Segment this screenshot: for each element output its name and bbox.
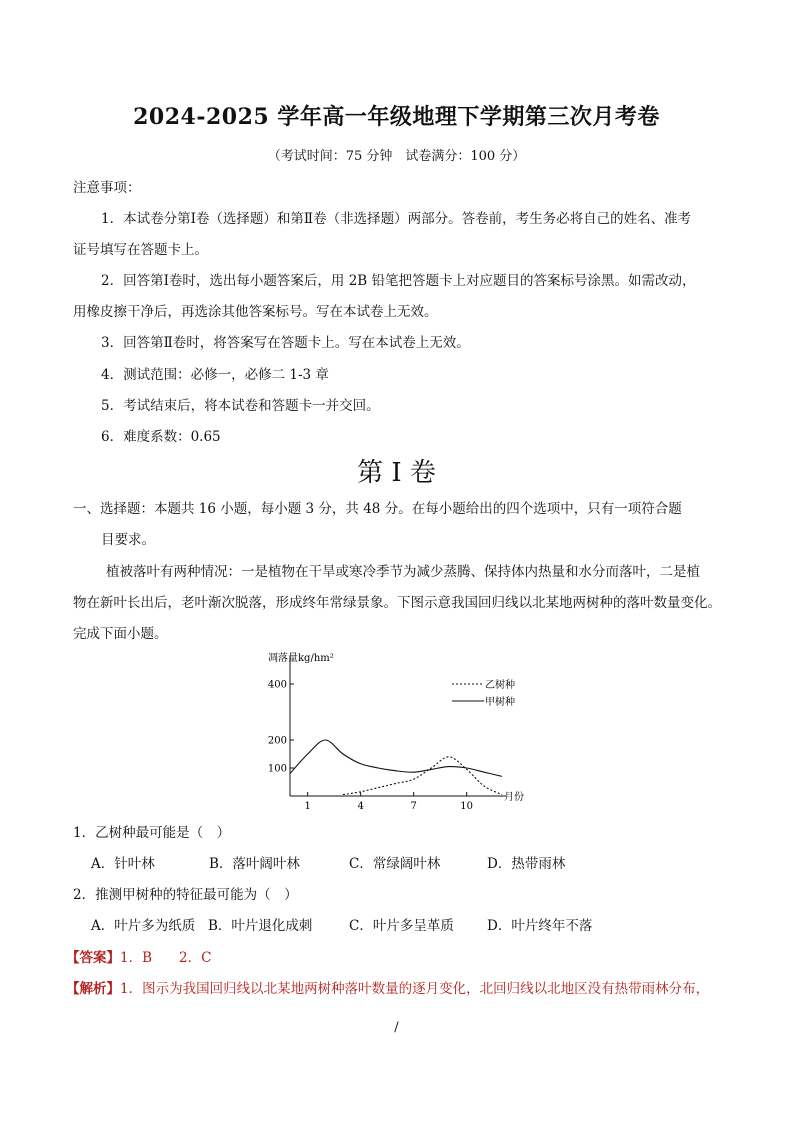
y-tick-label: 400 (267, 679, 287, 691)
notice-heading: 注意事项： (73, 180, 141, 196)
notice-item-3: 3．回答第Ⅱ卷时，将答案写在答题卡上。写在本试卷上无效。 (101, 335, 470, 351)
y-tick-label: 200 (267, 735, 287, 747)
question-1-options (91, 852, 565, 872)
y-axis-label: 凋落量kg/hm² (268, 653, 334, 664)
question-2-options (91, 914, 592, 934)
question-2-option-a[interactable]: A．叶片多为纸质 (91, 918, 196, 934)
passage-line-3: 完成下面小题。 (73, 626, 168, 642)
section-title: 第 I 卷 (357, 458, 436, 488)
question-2-option-c[interactable]: C．叶片多呈革质 (349, 918, 454, 934)
notice-item-6: 6．难度系数：0.65 (101, 429, 221, 445)
exam-title: 2024-2025 学年高一年级地理下学期第三次月考卷 (133, 104, 660, 130)
question-2-stem: 2．推测甲树种的特征最可能为（ ） (73, 887, 298, 903)
notice-item-2b: 用橡皮擦干净后，再选涂其他答案标号。写在本试卷上无效。 (73, 304, 438, 320)
series-line-1 (343, 757, 502, 795)
question-1-option-b[interactable]: B．落叶阔叶林 (209, 856, 300, 872)
series-line-2 (290, 740, 502, 776)
question-1-option-d[interactable]: D．热带雨林 (487, 856, 566, 872)
page-mark: / (394, 1020, 399, 1035)
analysis-line (66, 977, 709, 997)
analysis-tag: 【解析】 (66, 981, 120, 997)
exam-subtitle: （考试时间：75 分钟 试卷满分：100 分） (267, 149, 526, 164)
notice-item-5: 5．考试结束后，将本试卷和答题卡一并交回。 (101, 398, 380, 414)
notice-item-1b: 证号填写在答题卡上。 (73, 242, 208, 258)
chart-axes (268, 651, 524, 803)
chart-ticks (268, 680, 473, 813)
answer-tag: 【答案】 (66, 950, 120, 966)
litterfall-chart (262, 648, 542, 813)
chart-legend (452, 678, 515, 708)
x-axis-label: 月份 (504, 792, 524, 803)
question-2-option-d[interactable]: D．叶片终年不落 (487, 918, 593, 934)
x-tick-label: 7 (410, 801, 417, 812)
section-intro-b: 目要求。 (101, 532, 155, 548)
passage-line-1: 植被落叶有两种情况：一是植物在干旱或寒冷季节为减少蒸腾、保持体内热量和水分而落叶，二是植 (106, 564, 700, 580)
answer-line (66, 946, 211, 966)
notice-item-1a: 1．本试卷分第Ⅰ卷（选择题）和第Ⅱ卷（非选择题）两部分。答卷前，考生务必将自己的姓名、准考 (101, 211, 692, 227)
x-tick-label: 1 (304, 801, 311, 812)
y-tick-label: 100 (267, 763, 287, 775)
question-2-option-b[interactable]: B．叶片退化成刺 (208, 918, 313, 934)
notice-item-2a: 2．回答第Ⅰ卷时，选出每小题答案后，用 2B 铅笔把答题卡上对应题目的答案标号涂黑。如需改动， (101, 273, 696, 289)
chart-series (290, 740, 502, 795)
question-1-stem: 1．乙树种最可能是（ ） (73, 825, 231, 841)
question-1-option-c[interactable]: C．常绿阔叶林 (349, 856, 441, 872)
analysis-text: 1．图示为我国回归线以北某地两树种落叶数量的逐月变化，北回归线以北地区没有热带雨林分布， (120, 981, 710, 997)
answer-text: 1．B 2．C (120, 950, 212, 966)
section-intro-a: 一、选择题：本题共 16 小题，每小题 3 分，共 48 分。在每小题给出的四个选项中，只有一项符合题 (73, 501, 682, 517)
question-1-option-a[interactable]: A．针叶林 (91, 856, 155, 872)
x-tick-label: 10 (460, 801, 474, 812)
legend-label-2: 甲树种 (485, 697, 515, 708)
passage-line-2: 物在新叶长出后，老叶渐次脱落，形成终年常绿景象。下图示意我国回归线以北某地两树种的落叶数量变化。 (73, 595, 721, 611)
x-tick-label: 4 (357, 801, 364, 812)
legend-label-1: 乙树种 (485, 680, 515, 691)
notice-item-4: 4．测试范围：必修一，必修二 1-3 章 (101, 367, 329, 383)
